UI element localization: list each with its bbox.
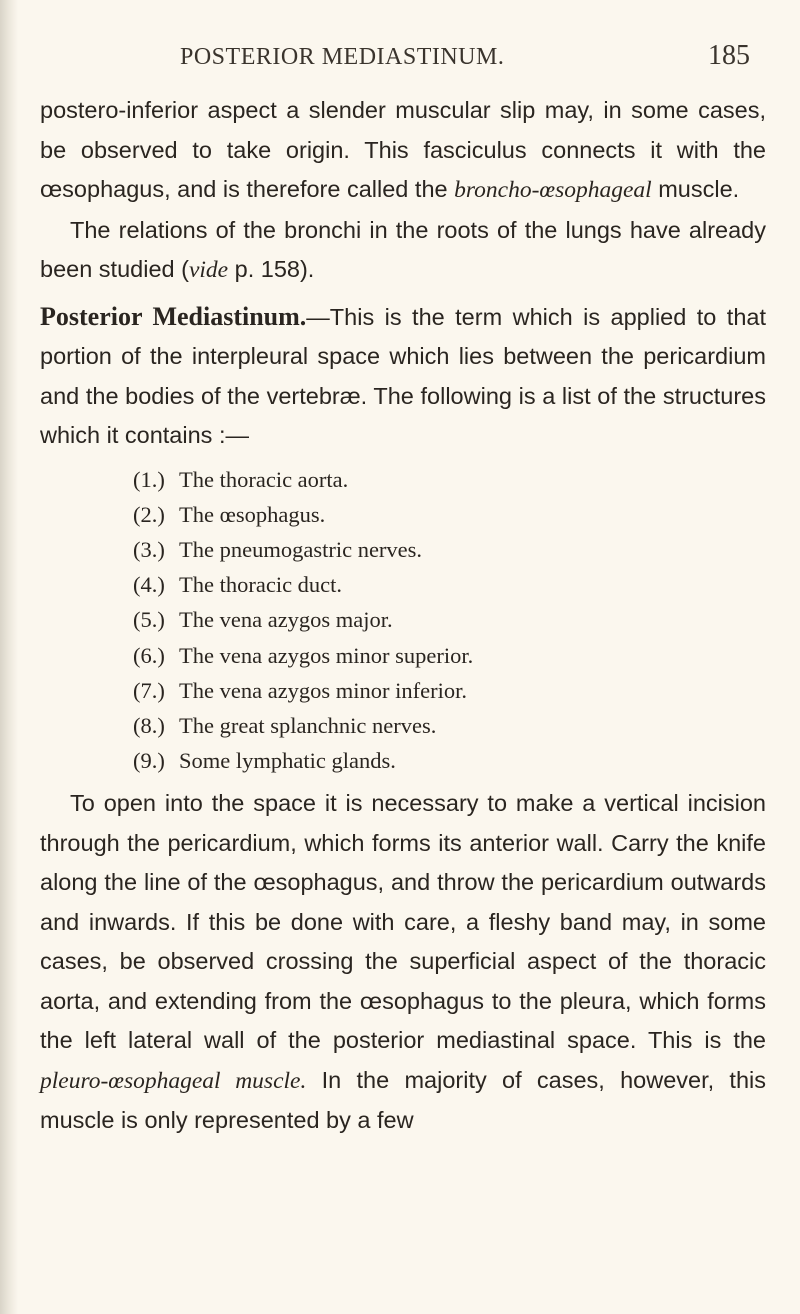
list-item-number: (1.) <box>133 466 165 492</box>
list-item-label: The vena azygos major. <box>179 607 393 633</box>
para4-text-a: To open into the space it is necessary to make a vertical incision through the pericardium, which forms its anterior wall. Carry the knife along the line of the œsophagus, and throw the pericardium outwards and inwards. If this be done with care, a fleshy band may, in some cases, be observed crossing the superficial aspect of the thoracic aorta, and extending from the œsophagus to the pleura, which forms the left lateral wall of the posterior mediastinal space. This is the <box>40 790 766 1054</box>
list-item <box>133 532 766 567</box>
list-item-label: The thoracic aorta. <box>179 466 349 492</box>
list-item <box>133 743 766 778</box>
list-item <box>133 497 766 532</box>
para2-text-a: The relations of the bronchi in the roots of the lungs have already been studied ( <box>40 216 766 282</box>
para1-text-a: postero-inferior aspect a slender muscular slip may, in some cases, be observed to take origin. This fasciculus connects it with the œsophagus, and is therefore called the <box>40 97 766 202</box>
list-item-label: The thoracic duct. <box>179 572 343 598</box>
list-item-label: The great splanchnic nerves. <box>179 712 437 738</box>
paragraph-broncho-oesophageal <box>40 91 766 211</box>
list-item-label: The pneumogastric nerves. <box>179 536 423 562</box>
list-item <box>133 462 766 497</box>
paragraph-bronchi-relations <box>40 211 766 291</box>
para4-text-b: In the majority of cases, however, this muscle is only represented by a few <box>40 1066 766 1134</box>
running-head <box>40 0 766 88</box>
para4-italic-term: pleuro-œsophageal muscle. <box>40 1067 307 1094</box>
list-item-number: (4.) <box>133 572 165 598</box>
list-item <box>133 638 766 673</box>
list-item <box>133 673 766 708</box>
list-item-number: (7.) <box>133 677 165 703</box>
para1-italic-term: broncho-œsophageal <box>454 177 652 203</box>
list-item-number: (5.) <box>133 607 165 633</box>
list-item <box>133 602 766 637</box>
list-item <box>133 567 766 602</box>
para2-text-b: p. 158). <box>228 256 315 282</box>
list-item-label: The vena azygos minor superior. <box>179 642 474 668</box>
list-item-number: (8.) <box>133 712 165 738</box>
list-item-number: (6.) <box>133 642 165 668</box>
list-item-label: Some lymphatic glands. <box>179 748 396 774</box>
page-number: 185 <box>708 40 750 71</box>
para1-text-b: muscle. <box>651 176 740 202</box>
list-item-number: (9.) <box>133 748 165 774</box>
list-item-label: The œsophagus. <box>179 501 326 527</box>
para3-text: —This is the term which is applied to that portion of the interpleural space which lies between the pericardium and the bodies of the vertebræ. The following is a list of the structures which it contains :— <box>40 303 767 448</box>
running-title: POSTERIOR MEDIASTINUM. <box>180 44 505 70</box>
list-item <box>133 708 766 743</box>
section-heading: Posterior Mediastinum. <box>40 301 307 331</box>
paragraph-posterior-mediastinum <box>40 297 766 456</box>
page-gutter-shadow <box>0 0 18 1314</box>
list-item-label: The vena azygos minor inferior. <box>179 677 468 703</box>
para2-italic-vide: vide <box>188 257 229 283</box>
paragraph-dissection-instructions <box>40 784 766 1141</box>
list-item-number: (2.) <box>133 501 165 527</box>
list-item-number: (3.) <box>133 536 165 562</box>
structures-list <box>40 462 766 779</box>
